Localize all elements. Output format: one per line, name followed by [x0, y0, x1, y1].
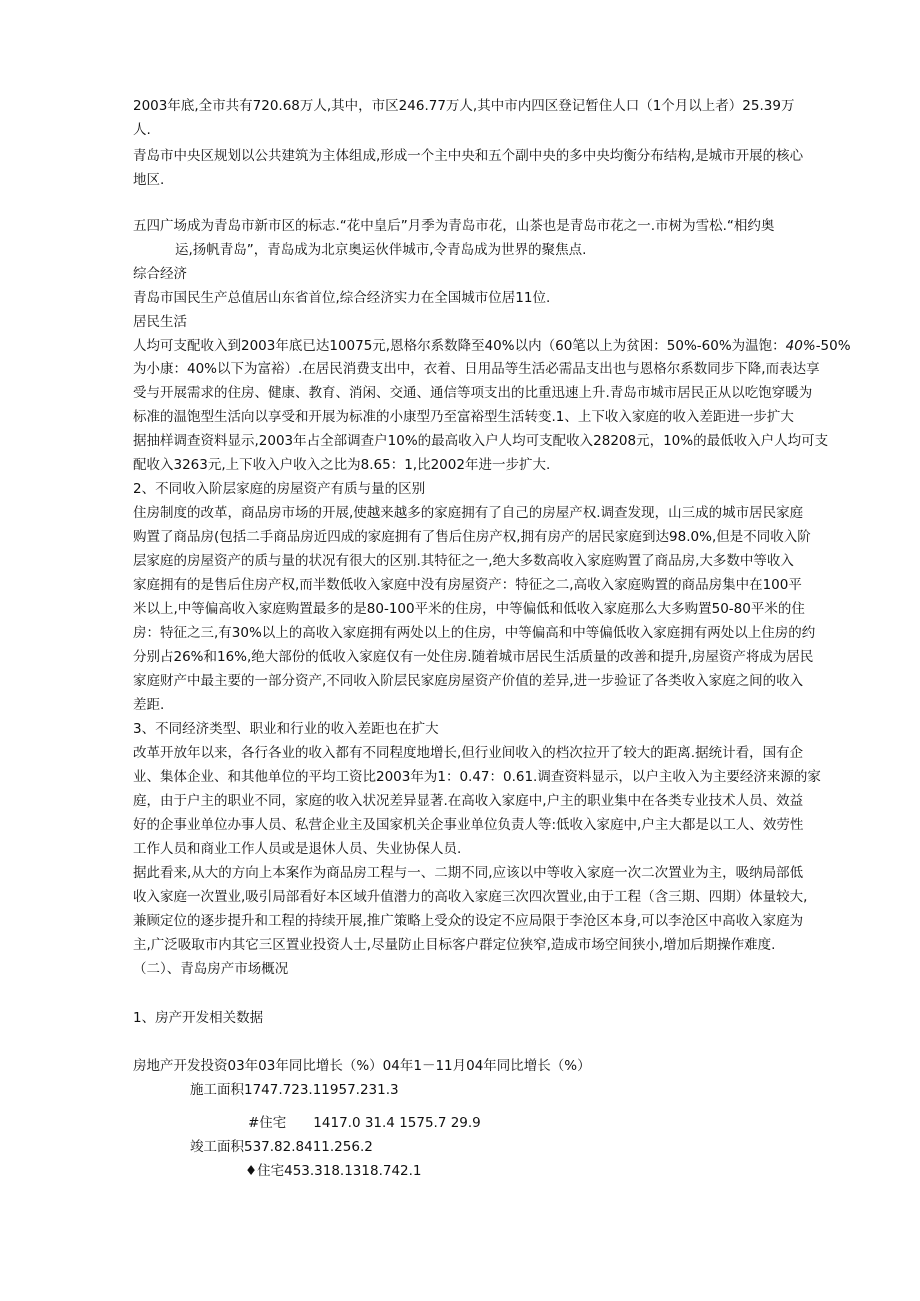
- heading-market: （二）、青岛房产市场概况: [133, 961, 289, 977]
- conclusion-line: 兼顾定位的逐步提升和工程的持续开展,推广策略上受众的设定不应局限于李沧区本身,可以李沧区中高收入家庭为: [133, 913, 804, 929]
- heading-data: 1、房产开发相关数据: [133, 1010, 264, 1026]
- living-line-2: 为小康：40%以下为富裕）.在居民消费支出中，衣着、日用品等生活必需品支出也与恩格尔系数同步下降,而表达享: [133, 361, 820, 377]
- symbols-line-1: 五四广场成为青岛市新市区的标志.“花中皇后”月季为青岛市花，山茶也是青岛市花之一.市树为雪松.“相约奥: [133, 218, 775, 234]
- heading-living: 居民生活: [133, 314, 187, 330]
- living-line-3: 受与开展需求的住房、健康、教育、消闲、交通、通信等项支出的比重迅速上升.青岛市城市居民正从以吃饱穿暖为: [133, 385, 813, 401]
- center-line-2: 地区.: [133, 172, 165, 188]
- heading-income-gap: 3、不同经济类型、职业和行业的收入差距也在扩大: [133, 721, 439, 737]
- living-line-5: 据抽样调查资料显示,2003年占全部调查户10%的最高收入户人均可支配收入28208元，10%的最低收入户人均可支: [133, 433, 829, 449]
- table-header: 房地产开发投资03年03年同比增长（%）04年1－11月04年同比增长（%）: [133, 1058, 591, 1074]
- table-row: #住宅 1417.0 31.4 1575.7 29.9: [248, 1115, 481, 1131]
- housing-line: 差距.: [133, 697, 165, 713]
- table-row: ♦住宅453.318.1318.742.1: [245, 1163, 422, 1179]
- population-line-1: 2003年底,全市共有720.68万人,其中，市区246.77万人,其中市内四区登记暂住人口（1个月以上者）25.39万: [133, 98, 795, 114]
- housing-line: 分别占26%和16%,绝大部份的低收入家庭仅有一处住房.随着城市居民生活质量的改善和提升,房屋资产将成为居民: [133, 649, 814, 665]
- conclusion-line: 据此看来,从大的方向上本案作为商品房工程与一、二期不同,应该以中等收入家庭一次二次置业为主，吸纳局部低: [133, 865, 804, 881]
- conclusion-line: 收入家庭一次置业,吸引局部看好本区域升值潜力的高收入家庭三次四次置业,由于工程（含三期、四期）体量较大,: [133, 889, 808, 905]
- heading-housing-assets: 2、不同收入阶层家庭的房屋资产有质与量的区别: [133, 481, 426, 497]
- population-line-2: 人.: [133, 122, 151, 138]
- income-gap-line: 庭，由于户主的职业不同，家庭的收入状况差异显著.在高收入家庭中,户主的职业集中在各类专业技术人员、效益: [133, 793, 804, 809]
- income-gap-line: 好的企事业单位办事人员、私营企业主及国家机关企事业单位负责人等:低收入家庭中,户主大都是以工人、效劳性: [133, 817, 804, 833]
- housing-line: 米以上,中等偏高收入家庭购置最多的是80-100平米的住房，中等偏低和低收入家庭那么大多购置50-80平米的住: [133, 601, 805, 617]
- living-line-1: [133, 336, 851, 356]
- income-gap-line: 业、集体企业、和其他单位的平均工资比2003年为1：0.47：0.61.调查资料显示，以户主收入为主要经济来源的家: [133, 769, 821, 785]
- housing-line: 房：特征之三,有30%以上的高收入家庭拥有两处以上的住房，中等偏高和中等偏低收入家庭拥有两处以上住房的约: [133, 625, 816, 641]
- living-line-6: 配收入3263元,上下收入户收入之比为8.65：1,比2002年进一步扩大.: [133, 457, 551, 473]
- living-line-1-a: 人均可支配收入到2003年底已达10075元,恩格尔系数降至40%以内（60笔以上为贫困：50%-60%为温饱：: [133, 338, 786, 354]
- economy-paragraph: 青岛市国民生产总值居山东省首位,综合经济实力在全国城市位居11位.: [133, 290, 551, 306]
- income-gap-line: 改革开放年以来，各行各业的收入都有不同程度地增长,但行业间收入的档次拉开了较大的距离.据统计看，国有企: [133, 745, 804, 761]
- center-line-1: 青岛市中央区规划以公共建筑为主体组成,形成一个主中央和五个副中央的多中央均衡分布结构,是城市开展的核心: [133, 148, 804, 164]
- table-row: 竣工面积537.82.8411.256.2: [190, 1139, 373, 1155]
- income-gap-line: 工作人员和商业工作人员或是退休人员、失业协保人员.: [133, 841, 462, 857]
- housing-line: 层家庭的房屋资产的质与量的状况有很大的区别.其特征之一,绝大多数高收入家庭购置了商品房,大多数中等收入: [133, 553, 794, 569]
- housing-line: 住房制度的改革，商品房市场的开展,使越来越多的家庭拥有了自己的房屋产权.调查发现，山三成的城市居民家庭: [133, 505, 804, 521]
- table-row: 施工面积1747.723.11957.231.3: [190, 1082, 399, 1098]
- living-line-4: 标准的温饱型生活向以享受和开展为标准的小康型乃至富裕型生活转变.1、上下收入家庭的收入差距进一步扩大: [133, 409, 794, 425]
- heading-economy: 综合经济: [133, 266, 187, 282]
- living-line-1-b: 40%: [785, 338, 816, 354]
- living-line-1-c: -50%: [815, 338, 851, 354]
- housing-line: 家庭拥有的是售后住房产权,而半数低收入家庭中没有房屋资产：特征之二,高收入家庭购置的商品房集中在100平: [133, 577, 802, 593]
- housing-line: 购置了商品房(包括二手商品房近四成的家庭拥有了售后住房产权,拥有房产的居民家庭到达98.0%,但是不同收入阶: [133, 529, 811, 545]
- symbols-line-2: 运,扬帆青岛”，青岛成为北京奥运伙伴城市,令青岛成为世界的聚焦点.: [175, 242, 587, 258]
- conclusion-line: 主,广泛吸取市内其它三区置业投资人士,尽量防止目标客户群定位狭窄,造成市场空间狭小,增加后期操作难度.: [133, 937, 776, 953]
- housing-line: 家庭财产中最主要的一部分资产,不同收入阶层民家庭房屋资产价值的差异,进一步验证了各类收入家庭之间的收入: [133, 673, 804, 689]
